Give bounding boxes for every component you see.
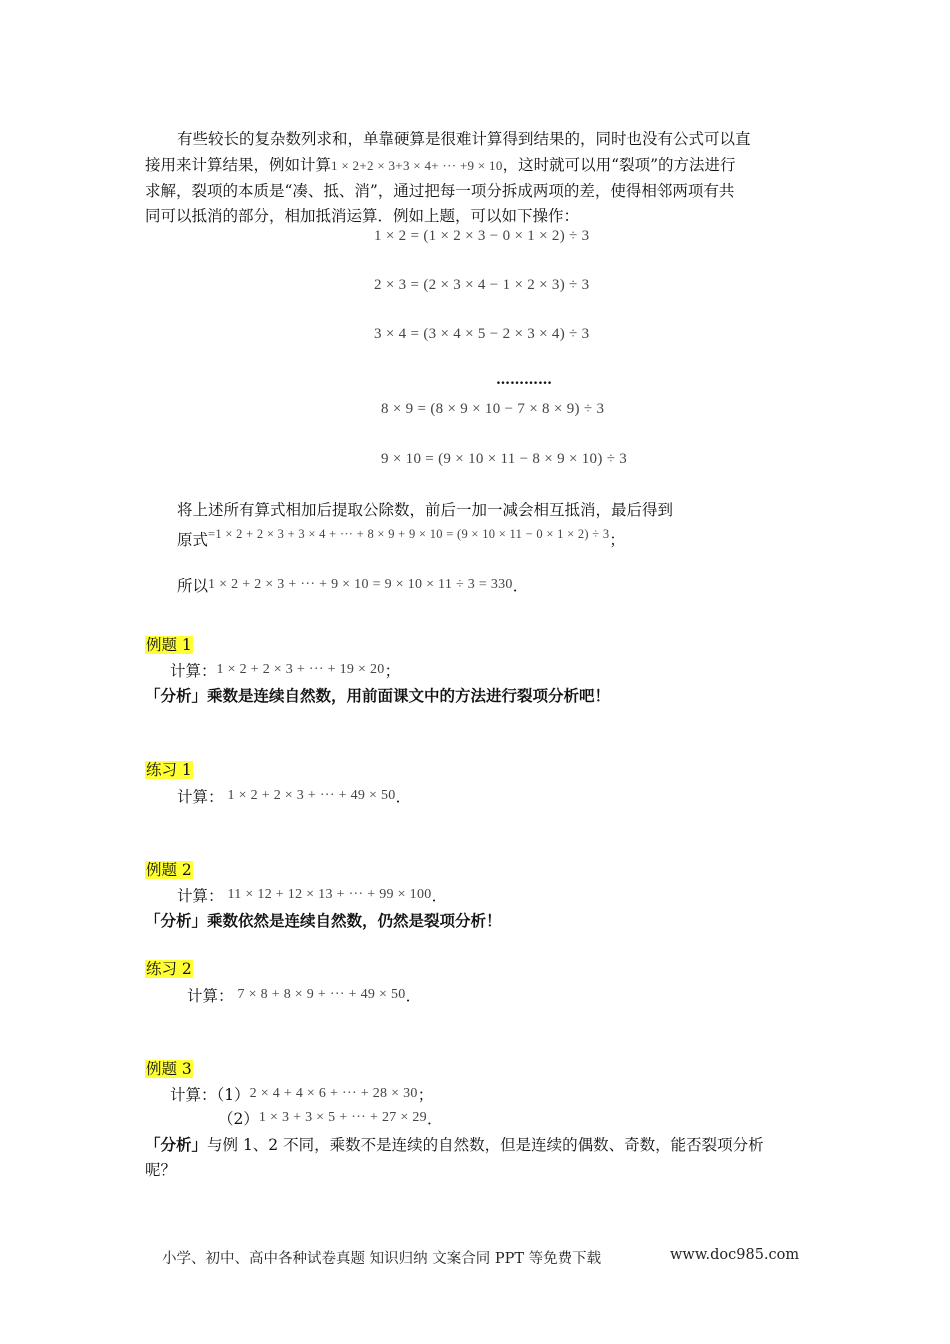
summary-semicolon: ； xyxy=(609,531,625,549)
example-3-item-2-end: ． xyxy=(426,1110,443,1128)
example-1-label xyxy=(145,633,193,658)
equation-3: 3 × 4 = (3 × 4 × 5 − 2 × 3 × 4) ÷ 3 xyxy=(374,326,590,342)
practice-1-end: ． xyxy=(395,788,412,806)
example-3-analysis-line-1 xyxy=(145,1133,764,1158)
example-3-item-2-math: 1 × 3 + 3 × 5 + ··· + 27 × 29 xyxy=(258,1110,427,1125)
example-3-item-1 xyxy=(170,1083,433,1109)
example-2-analysis: 「分析」乘数依然是连续自然数，仍然是裂项分析！ xyxy=(145,912,502,930)
example-3-highlight: 例题 3 xyxy=(146,1060,192,1078)
example-3-analysis-text: 与例 1、2 不同，乘数不是连续的自然数，但是连续的偶数、奇数，能否裂项分析 xyxy=(207,1136,764,1154)
example-3-item-2-number: （2） xyxy=(218,1110,259,1128)
practice-2-end: ． xyxy=(405,987,422,1005)
intro-line-3: 求解，裂项的本质是“凑、抵、消”，通过把每一项分拆成两项的差，使得相邻两项有共 xyxy=(145,182,735,200)
ellipsis-row: ………… xyxy=(496,372,552,388)
example-1-analysis: 「分析」乘数是连续自然数，用前面课文中的方法进行裂项分析吧！ xyxy=(145,687,611,705)
example-2-problem xyxy=(177,884,447,910)
summary-line-1: 将上述所有算式相加后提取公除数，前后一加一减会相互抵消，最后得到 xyxy=(177,501,674,519)
intro-line-2-text: 接用来计算结果，例如计算 xyxy=(145,156,332,174)
example-1-problem xyxy=(170,659,400,685)
practice-2-label xyxy=(145,957,193,982)
equation-2: 2 × 3 = (2 × 3 × 4 − 1 × 2 × 3) ÷ 3 xyxy=(374,277,590,293)
example-2-prompt: 计算： xyxy=(177,887,224,905)
example-3-item-1-end: ； xyxy=(417,1086,434,1104)
example-2-highlight: 例题 2 xyxy=(146,861,192,879)
example-3-label xyxy=(145,1057,193,1082)
equation-5: 9 × 10 = (9 × 10 × 11 − 8 × 9 × 10) ÷ 3 xyxy=(381,451,628,467)
example-2-end: ． xyxy=(431,887,448,905)
practice-2-highlight: 练习 2 xyxy=(146,960,192,978)
footer-link[interactable]: www.doc985.com xyxy=(670,1247,800,1263)
practice-1-math: 1 × 2 + 2 × 3 + ··· + 49 × 50 xyxy=(227,788,396,803)
example-1-math: 1 × 2 + 2 × 3 + ··· + 19 × 20 xyxy=(216,662,385,677)
intro-line-1: 有些较长的复杂数列求和，单靠硬算是很难计算得到结果的，同时也没有公式可以直 xyxy=(177,130,751,148)
equation-4: 8 × 9 = (8 × 9 × 10 − 7 × 8 × 9) ÷ 3 xyxy=(381,401,605,417)
example-3-analysis-line-2: 呢？ xyxy=(145,1161,177,1179)
example-3-prompt: 计算： xyxy=(170,1086,217,1104)
example-3-item-1-number: （1） xyxy=(216,1086,250,1104)
summary-result: 1 × 2 + 2 × 3 + ··· + 9 × 10 = 9 × 10 × 11 ÷ 3 = 330 xyxy=(208,577,513,592)
footer-text: 小学、初中、高中各种试卷真题 知识归纳 文案合同 PPT 等免费下载 xyxy=(162,1251,602,1267)
example-3-item-1-math: 2 × 4 + 4 × 6 + ··· + 28 × 30 xyxy=(249,1086,418,1101)
summary-label-suoyi: 所以 xyxy=(177,577,209,595)
equation-1: 1 × 2 = (1 × 2 × 3 − 0 × 1 × 2) ÷ 3 xyxy=(374,228,590,244)
example-1-highlight: 例题 1 xyxy=(146,636,192,654)
practice-1-label xyxy=(145,758,193,783)
example-2-math: 11 × 12 + 12 × 13 + ··· + 99 × 100 xyxy=(227,887,432,902)
practice-2-problem xyxy=(187,984,421,1010)
intro-inline-math: 1 × 2+2 × 3+3 × 4+ ··· +9 × 10 xyxy=(331,158,503,173)
intro-line-4: 同可以抵消的部分，相加抵消运算．例如上题，可以如下操作： xyxy=(145,207,580,225)
summary-label-yuanshi: 原式 xyxy=(177,531,209,549)
intro-line-2 xyxy=(145,153,736,178)
example-2-label xyxy=(145,858,193,883)
example-3-analysis-tag: 「分析」 xyxy=(145,1136,208,1154)
example-1-end: ； xyxy=(384,662,401,680)
summary-period: ． xyxy=(512,577,529,595)
summary-line-2 xyxy=(177,528,625,554)
practice-1-problem xyxy=(177,785,411,811)
practice-1-prompt: 计算： xyxy=(177,788,224,806)
summary-formula: =1 × 2 + 2 × 3 + 3 × 4 + ··· + 8 × 9 + 9 × 10 = (9 × 10 × 11 − 0 × 1 × 2) ÷ 3 xyxy=(208,527,610,541)
summary-line-3 xyxy=(177,574,528,600)
practice-1-highlight: 练习 1 xyxy=(146,761,192,779)
example-3-item-2 xyxy=(218,1107,442,1133)
example-1-prompt: 计算： xyxy=(170,662,217,680)
practice-2-prompt: 计算： xyxy=(187,987,234,1005)
practice-2-math: 7 × 8 + 8 × 9 + ··· + 49 × 50 xyxy=(237,987,406,1002)
intro-line-2-tail: ，这时就可以用“裂项”的方法进行 xyxy=(502,156,736,174)
